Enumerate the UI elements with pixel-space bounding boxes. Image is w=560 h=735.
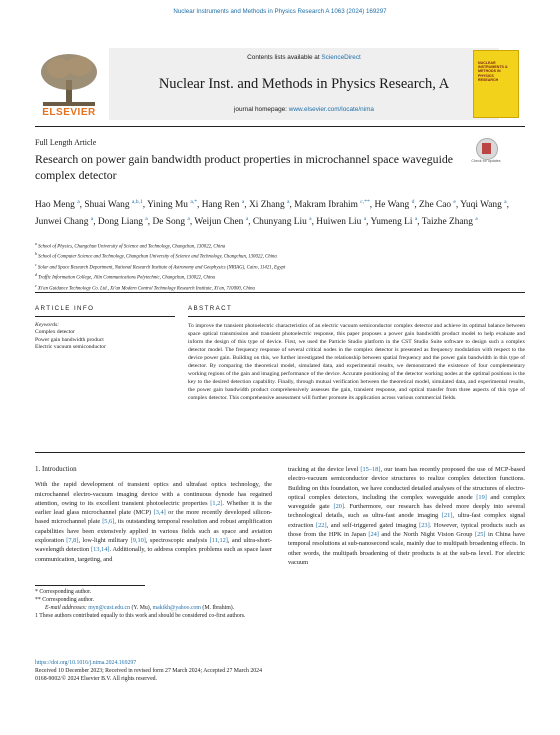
header-divider: [35, 126, 525, 127]
intro-paragraph-continued: tracking at the device level [15–18], our team has recently proposed the use of MCP-based electro-vacuum semiconductor device structures to realize complex detection functions. Building on this foundation, we have conducted detailed analyses of the structures of electro-optical complex detectors, including the complex waveguide anode [19] and complex waveguide gate [20]. Furthermore, our research has delved more deeply into several technological details, such as ultra-fast anode imaging [21], ultra-fast complex signal extraction [22], and self-triggered gated imaging [23]. However, typical products such as those from the HPK in Japan [24] and the North Night Vision Group [25] in China have temporal resolutions at sub-nanosecond scale, mainly due to multipath broadening effects. In other words, the multipath broadening of their products is at the sub-ns level. For electric vacuum: [288, 466, 526, 566]
contribution-note: 1 These authors contributed equally to this work and should be considered co-first authors.: [35, 613, 246, 620]
contents-line: [109, 54, 499, 61]
elsevier-tree-icon: [35, 50, 103, 108]
article-info-heading: ARTICLE INFO: [35, 305, 95, 312]
info-rule: [35, 316, 175, 317]
dates-line: Received 10 December 2023; Received in revised form 27 March 2024; Accepted 27 March 2024: [35, 667, 262, 674]
article-title: Research on power gain bandwidth product properties in microchannel space waveguide complex detector: [35, 152, 453, 182]
doi-link[interactable]: https://doi.org/10.1016/j.nima.2024.169297: [35, 660, 137, 666]
journal-cover[interactable]: [473, 50, 519, 118]
keyword: Power gain bandwidth product: [35, 336, 104, 343]
keyword: Electric vacuum semiconductor: [35, 344, 106, 351]
affiliation-item: $^a$ School of Physics, Changchun University of Science and Technology, Changchun, 130022, China: [35, 242, 226, 250]
keywords-label: Keywords:: [35, 322, 60, 328]
publication-info: [35, 660, 385, 683]
publisher-logo[interactable]: ELSEVIER: [42, 107, 96, 118]
journal-banner: [35, 48, 525, 120]
article-type: Full Length Article: [35, 138, 97, 147]
affiliation-item: $^b$ School of Computer Science and Technology, Changchun University of Science and Technology, Changchun, 130022, China: [35, 252, 277, 260]
journal-name: Nuclear Inst. and Methods in Physics Research, A: [158, 76, 450, 92]
abstract-text: To improve the transient photoelectric characteristics of an electric vacuum semiconductor complex detector and achieve its optimal balance between space optical transmission and transient photoelectric response, this paper proposes a power gain bandwidth product model to help evaluate and inform the design of this type of device. First, we used the Particle Studio platform in the CST Studio Suite software to design such a complex detector model. The frequency response of several critical nodes in the complex detector is presented as frequency modulation with respect to the device power gain. Building on this, we further investigated the relationship between spatial frequency and the power gain bandwidth in this type of detector. By comparing the theoretical model, simulated data, and experimental results, we demonstrated the existence of four complementary working regions of the gain and imaging performance of the device. Accurate positioning of the detector working nodes at the optimal positions is the key to the desired detection capability. Finally, through mutual verification between the theoretical model, simulated data, and experimental results, the power gain bandwidth product comprehensively assesses the gain, transient response, and optical transfer from three aspects of this type of complex detector. This comprehensive assessment will further promote its application across various commercial fields.: [188, 323, 525, 401]
check-updates-icon: [476, 138, 498, 160]
journal-citation[interactable]: Nuclear Instruments and Methods in Physics Research A 1063 (2024) 169297: [173, 8, 387, 15]
journal-header-box: [109, 48, 499, 120]
footnote-rule: [35, 585, 145, 586]
footnotes: [35, 588, 365, 620]
corresponding-author-1: * Corresponding author.: [35, 589, 92, 595]
sciencedirect-link[interactable]: ScienceDirect: [321, 54, 361, 61]
affiliation-divider: [35, 292, 525, 293]
section-heading: 1. Introduction: [35, 465, 77, 473]
abstract-rule: [188, 316, 525, 317]
abstract-bottom-rule: [35, 452, 525, 453]
journal-homepage: [109, 106, 499, 113]
corresponding-author-2: ** Corresponding author.: [35, 597, 95, 604]
homepage-link[interactable]: www.elsevier.com/locate/nima: [288, 106, 374, 113]
body-column-right: [288, 465, 525, 567]
email-line: E-mail addresses: myn@cust.edu.cn (Y. Mu), makikh@yahoo.com (M. Ibrahim).: [45, 605, 235, 612]
affiliation-item: $^c$ Solar and Space Research Department, National Research Institute of Astronomy and Geophysics (NRIAG), Cairo, 11421, Egypt: [35, 262, 286, 271]
check-updates-label: Check for updates: [471, 159, 501, 163]
intro-paragraph: With the rapid development of transient optics and ultrafast optics technology, the microchannel electro-vacuum imaging device with a continuous dynode has regained attention, owing to its excellent transient photoelectric properties [1,2]. Whether it is the earlier lead glass microchannel plate (MCP) [3,4] or the more recently developed silicon-based microchannel plate [5,6], its outstanding temporal resolution and robust amplification capabilities have been extensively applied in various fields such as space and aviation exploration [7,8], low-light military [9,10], spectroscopic analysis [11,12], and ultra-short-wavelength detection [13,14]. Additionally, to address complex problems such as space laser communication, targeting, and: [35, 481, 273, 563]
author-list: Hao Meng $^a$, Shuai Wang $^{a,b,1}$, Yining Mu $^{a,*}$, Hang Ren $^a$, Xi Zhang $^a$, Makram Ibrahim $^{c,**}$, He Wang $^d$, Zhe Cao $^e$, Yuqi Wang $^a$, Junwei Chang $^a$, Dong Liang $^a$, De Song $^a$, Weijun Chen $^a$, Chunyang Liu $^a$, Huiwen Liu $^a$, Yumeng Li $^a$, Taizhe Zhang $^a$: [35, 199, 509, 227]
affiliation-item: $^e$ Xi'an Guidance Technology Co. Ltd., Xi'an Modern Control Technology Research Institute, Xi'an, 710000, China: [35, 283, 255, 292]
cover-text: NUCLEAR INSTRUMENTS & METHODS IN PHYSICS RESEARCH: [478, 61, 508, 82]
affiliation-item: $^d$ Traffic Information College, Jilin Communications Polytechnic, Changchun, 130022, China: [35, 273, 216, 281]
contents-prefix: Contents lists available at: [247, 54, 322, 61]
email-link[interactable]: makikh@yahoo.com: [152, 605, 201, 612]
body-column-left: [35, 465, 272, 564]
affiliations: [35, 241, 525, 293]
keyword: Complex detector: [35, 329, 75, 336]
homepage-prefix: journal homepage:: [234, 106, 289, 113]
check-for-updates-button[interactable]: [470, 138, 502, 172]
email-link[interactable]: myn@cust.edu.cn: [88, 605, 130, 612]
keywords-block: [35, 322, 175, 352]
copyright-line: 0168-9002/© 2024 Elsevier B.V. All rights reserved.: [35, 675, 157, 682]
abstract-heading: ABSTRACT: [188, 305, 233, 312]
